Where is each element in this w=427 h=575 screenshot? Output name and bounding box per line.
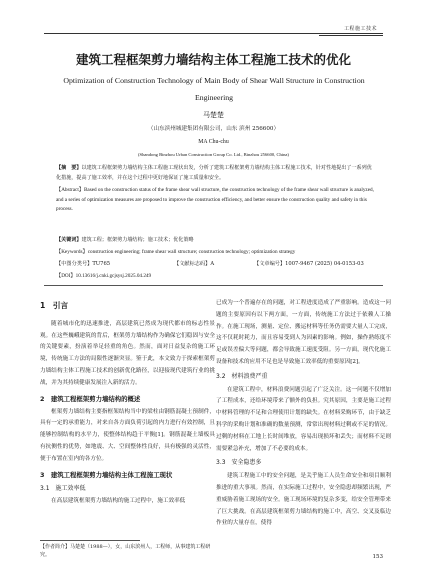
title-english: Optimization of Construction Technology of Main Body of Shear Wall Structure in Construction Engineering <box>63 76 365 102</box>
section-divider <box>44 285 383 286</box>
abstract-text-en: Based on the construction status of the frame shear wall structure, the construction technology of the frame shear wall structure is analyzed, and a series of optimization measures are proposed to improve the construction efficiency, and better ensure the construction quality and safety in this process. <box>56 187 374 212</box>
heading-introduction: 1 引言 <box>40 301 69 310</box>
keywords-text-cn: 建筑工程；框架剪力墙结构；施工技术；优化策略 <box>81 237 194 243</box>
article-number: 【文章编号】1007-9467 (2025) 04-0153-03 <box>254 261 364 267</box>
abstract-chinese <box>56 164 374 183</box>
affiliation-chinese: （山东滨州城建集团有限公司，山东 滨州 256600） <box>147 126 280 132</box>
abstract-label-en: 【Abstract】 <box>56 187 84 193</box>
keywords-english <box>56 248 374 258</box>
header-rule-accent <box>319 35 383 36</box>
paragraph: 在建筑工程中，材料浪费问题引起了广泛关注。这一问题不仅增加了工程成本，还给环境带来了额外的负担。究其原因，主要是施工过程中材料管理的不足和合理使用计划的缺失。在材料采购环节，由于缺乏科学的采购计划和准确的数量预测，常常出现材料过剩或不足的情况。过剩的材料在工地上长时间堆放，容易出现损坏和丢失；而材料不足则需要紧急补充，增加了不必要的成本。 <box>216 386 391 452</box>
header-rule <box>44 33 383 34</box>
clc-number: 【中图分类号】TU765 <box>56 261 111 267</box>
left-column <box>40 298 215 508</box>
author-chinese: 马楚楚 <box>203 111 224 119</box>
keywords-label-en: 【Keywords】 <box>56 249 88 255</box>
paragraph: 随着城市化的迅速推进，高层建筑已然成为现代都市的标志性景观。在这些巍峨建筑的背后，框架剪力墙结构作为确保它们稳固与安全的关键要素，扮演着举足轻重的角色。然而，面对日益复杂的施工环境，传统施工方法的局限性逐渐突显。鉴于此，本文致力于探索框架剪力墙结构主体工程施工技术的创新优化路径，以迎接现代建筑行业的挑战，并为其持续健康发展注入新的活力。 <box>40 320 215 386</box>
paragraph: 在高层建筑框架剪力墙结构的施工过程中，施工效率低 <box>51 498 186 505</box>
heading-section-3-2: 3.2 材料浪费严重 <box>216 372 268 380</box>
footnote-rule <box>40 540 140 541</box>
heading-section-2: 2 建筑工程框架剪力墙结构的概述 <box>40 394 141 403</box>
keywords-text-en: construction engineering; frame shear wall structure; construction technology; optimization strategy <box>87 249 296 255</box>
journal-section-tag: 工程施工技术 <box>343 26 377 32</box>
page-number: 153 <box>372 554 383 560</box>
heading-section-3: 3 建筑工程框架剪力墙结构主体工程施工现状 <box>40 470 173 479</box>
paragraph: 已成为一个普遍存在的问题，对工程进度造成了严重影响。造成这一问题的主要原因有以下两方面，一方面，传统施工方法过于依赖人工操作。在施工现场，测量、定位、搬运材料等任务仍需要大量人工完成，这不仅耗时耗力，而且容易受到人为因素的影响。例如，操作熟练度不足或误差偏大等问题，都会导致施工速度受阻。另一方面，现代化施工设备和技术的应用不足也是导致施工效率低的重要原因[2]。 <box>216 300 391 365</box>
affiliation-english: (Shandong Binzhou Urban Construction Group Co. Ltd., Binzhou 256600, China) <box>138 152 289 157</box>
abstract-english <box>56 186 374 215</box>
right-column <box>216 298 391 530</box>
paragraph: 框架剪力墙结构主要指框架结构当中的梁柱由钢筋混凝土预制件，具有一定的承重能力，对来自各方面负荷引起的内力进行有效控制，且能够控制结构的水平力，使整体结构趋于平衡[1]。钢筋混凝土墙板具有抗侧性的优势，如地震、大、空间整体性良好，具有极强的灵活性，便于布置在室内的各方位。 <box>40 408 215 462</box>
author-english: MA Chu-chu <box>198 139 229 145</box>
paragraph: 建筑工程施工中的安全问题，是关乎施工人员生命安全和项目顺利推进的重大事项。然而，在实际施工过程中，安全隐患却频繁出现，严重威胁着施工现场的安全。施工现场环境的复杂多变，给安全管理带来了巨大挑战。在高层建筑框架剪力墙结构的施工中，高空、交叉及临边作业的大量存在，使得 <box>216 473 391 527</box>
abstract-label-cn: 【摘 要】 <box>56 165 82 171</box>
abstract-text-cn: 以建筑工程框架剪力墙结构主体工程施工现状出发，分析了建筑工程框架剪力墙结构主体工程施工技术，针对性地提出了一系列优化措施，提高了施工效率，并在这个过程中更好地保证了施工质量和安全。 <box>56 165 372 181</box>
heading-section-3-3: 3.3 安全隐患多 <box>216 459 262 467</box>
keywords-chinese <box>56 236 374 246</box>
document-code: 【文献标志码】A <box>174 261 215 267</box>
author-footnote: 【作者简介】马楚楚（1988—），女，山东滨州人，工程师，从事建筑工程研究。 <box>40 544 211 558</box>
keywords-label-cn: 【关键词】 <box>56 237 82 243</box>
doi: 【DOI】10.13616/j.cnki.gcjsysj.2025.04.249 <box>56 273 152 279</box>
title-chinese: 建筑工程框架剪力墙结构主体工程施工技术的优化 <box>75 52 351 67</box>
heading-section-3-1: 3.1 施工效率低 <box>40 484 86 492</box>
